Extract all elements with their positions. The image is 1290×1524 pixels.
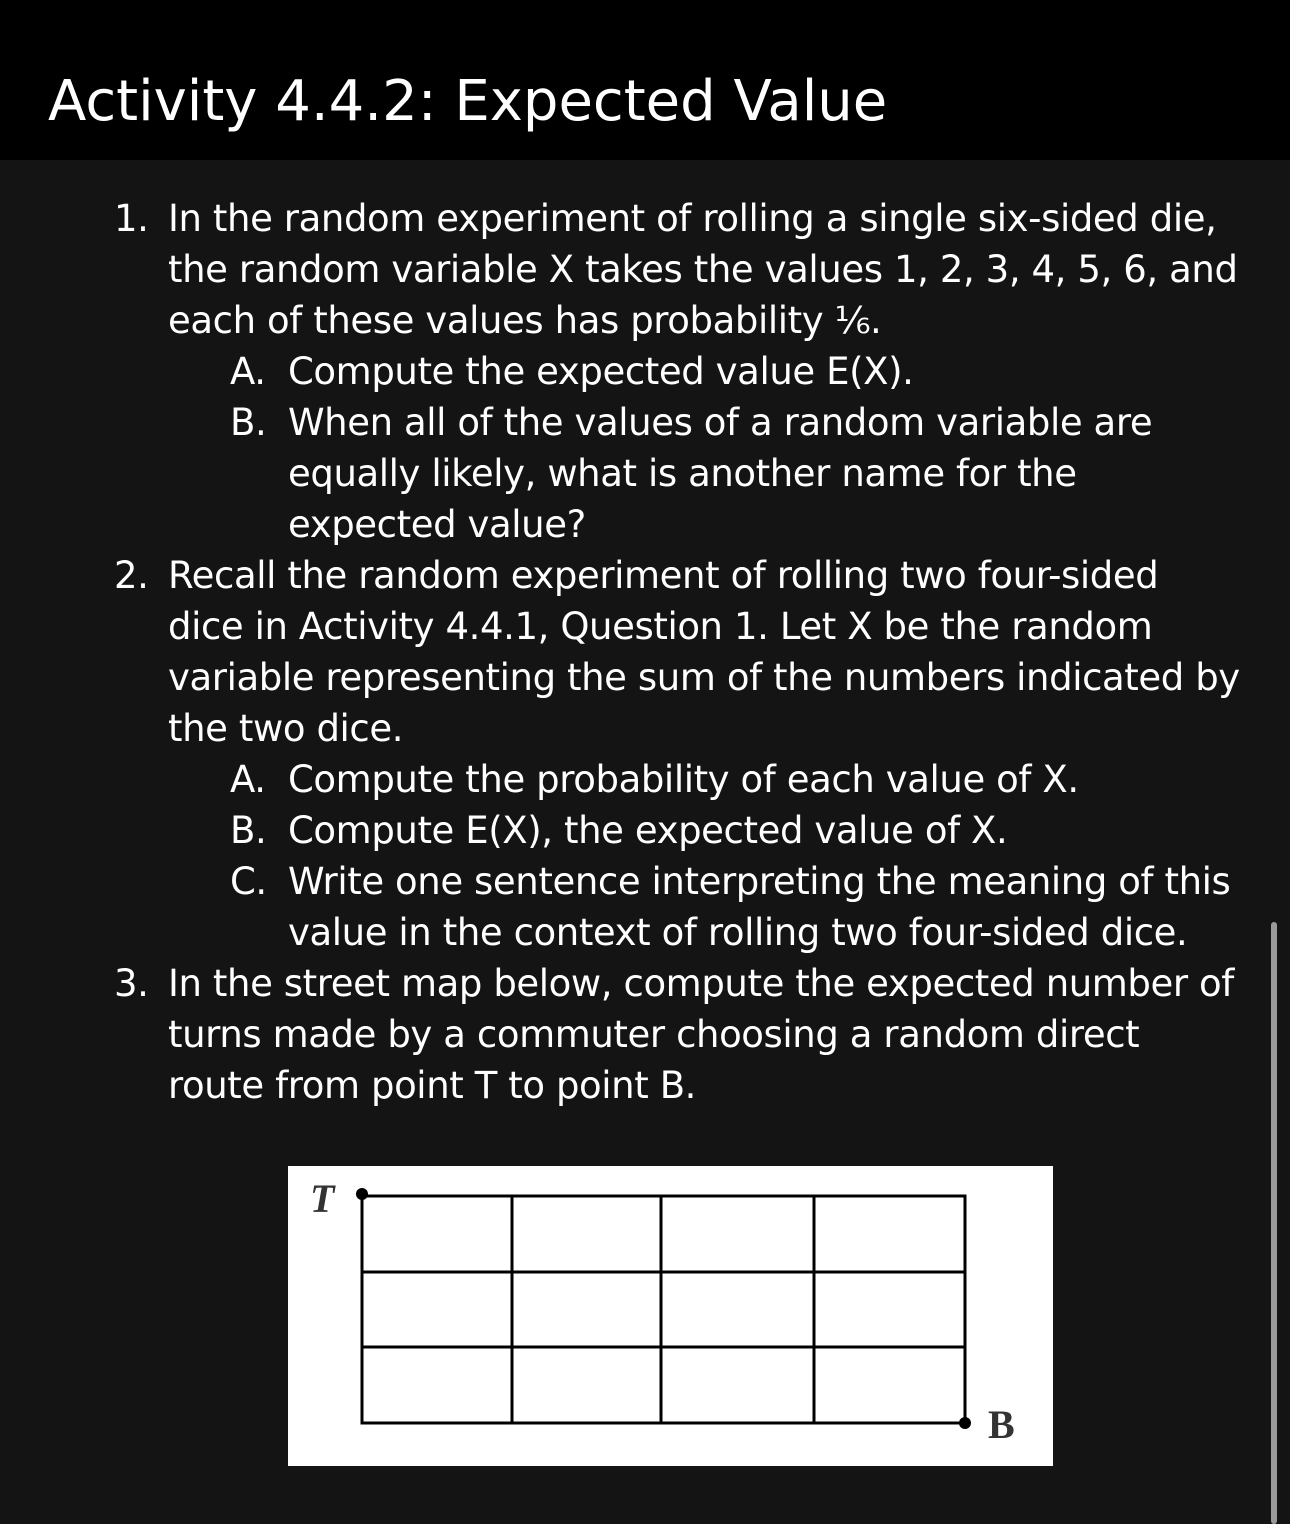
question-text: In the random experiment of rolling a single six-sided die, the random variable X takes the values 1, 2, 3, 4, 5, 6, and each of these values has probability ⅙. [168,197,1238,342]
question-2-part-a [0,754,1248,805]
part-text: Compute the probability of each value of X. [288,758,1079,801]
question-3 [0,958,1243,1111]
grid-outline [362,1196,965,1423]
question-number: 1. [114,197,149,240]
part-letter: B. [230,401,267,444]
question-number: 3. [114,962,149,1005]
street-map-grid [288,1166,1053,1466]
part-letter: B. [230,809,267,852]
question-number: 2. [114,554,149,597]
start-point-dot [356,1188,368,1200]
question-2 [0,550,1243,754]
part-text: Compute E(X), the expected value of X. [288,809,1008,852]
part-letter: C. [230,860,267,903]
part-letter: A. [230,350,266,393]
scrollbar[interactable] [1271,922,1277,1524]
part-text: Write one sentence interpreting the meaning of this value in the context of rolling two four-sided dice. [288,860,1231,954]
question-1-part-b [0,397,1248,550]
question-text: In the street map below, compute the expected number of turns made by a commuter choosing a random direct route from point T to point B. [168,962,1234,1107]
question-text: Recall the random experiment of rolling two four-sided dice in Activity 4.4.1, Question 1. Let X be the random variable representing the sum of the numbers indicated by the two dice. [168,554,1240,750]
start-point-label: T [310,1176,335,1221]
end-point-dot [959,1417,971,1429]
question-1 [0,193,1243,346]
part-text: Compute the expected value E(X). [288,350,914,393]
part-text: When all of the values of a random variable are equally likely, what is another name for the expected value? [288,401,1153,546]
street-map-figure [288,1166,1053,1466]
question-2-part-b [0,805,1248,856]
question-list [0,193,1290,1111]
end-point-label: B [988,1402,1015,1447]
question-1-part-a [0,346,1248,397]
question-2-part-c [0,856,1248,958]
page-title: Activity 4.4.2: Expected Value [48,69,888,134]
part-letter: A. [230,758,266,801]
